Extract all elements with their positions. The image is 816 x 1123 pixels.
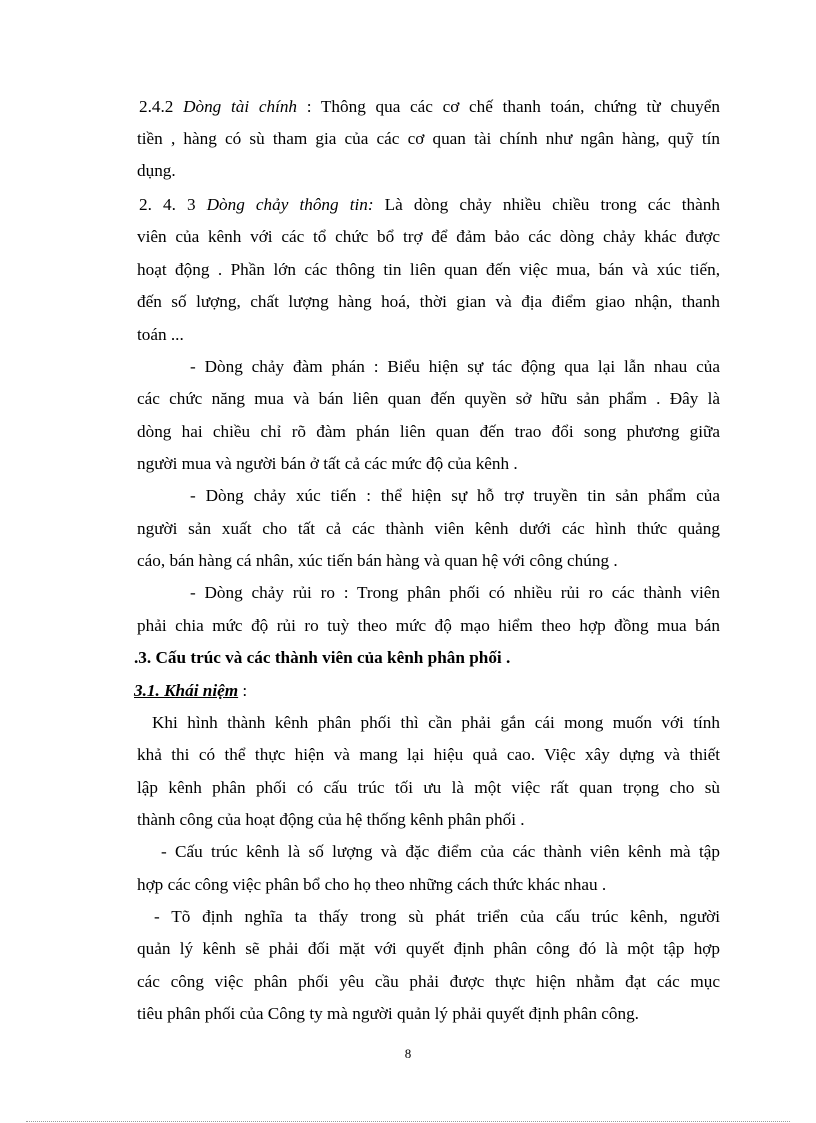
section-2-4-3-line-4: đến số lượng, chất lượng hàng hoá, thời gian và địa điểm giao nhận, thanh: [137, 292, 720, 311]
concept-line-2: khả thi có thể thực hiện và mang lại hiệu quả cao. Việc xây dựng và thiết: [137, 745, 720, 764]
section-number: 2. 4. 3: [139, 195, 207, 214]
section-2-4-2-line-1: [139, 96, 720, 118]
structure-line-2: hợp các công việc phân bổ cho họ theo những cách thức khác nhau .: [137, 875, 607, 894]
structure-line-1: - Cấu trúc kênh là số lượng và đặc điểm của các thành viên kênh mà tập: [161, 842, 720, 861]
section-text: : Thông qua các cơ chế thanh toán, chứng từ chuyển: [297, 97, 720, 116]
promotion-line-2: người sản xuất cho tất cả các thành viên kênh dưới các hình thức quảng: [137, 519, 720, 538]
negotiation-line-3: dòng hai chiều chỉ rõ đàm phán liên quan đến trao đổi song phương giữa: [137, 422, 720, 441]
heading-3-1: [134, 680, 247, 702]
definition-line-2: quản lý kênh sẽ phải đối mặt với quyết định phân công đó là một tập hợp: [137, 939, 720, 958]
negotiation-line-4: người mua và người bán ở tất cả các mức độ của kênh .: [137, 454, 518, 473]
negotiation-line-1: - Dòng chảy đàm phán : Biểu hiện sự tác động qua lại lẫn nhau của: [190, 357, 720, 376]
concept-line-1: Khi hình thành kênh phân phối thì cần phải gắn cái mong muốn với tính: [152, 713, 720, 732]
section-2-4-3-line-3: hoạt động . Phần lớn các thông tin liên quan đến việc mua, bán và xúc tiến,: [137, 260, 720, 279]
heading-3: .3. Cấu trúc và các thành viên của kênh phân phối .: [134, 648, 511, 667]
section-number: 2.4.2: [139, 97, 174, 116]
heading-3-1-title: 3.1. Khái niệm: [134, 681, 239, 700]
promotion-line-1: - Dòng chảy xúc tiến : thể hiện sự hỗ trợ truyền tin sản phẩm của: [190, 486, 720, 505]
section-2-4-3-line-5: toán ...: [137, 325, 184, 344]
concept-line-4: thành công của hoạt động của hệ thống kênh phân phối .: [137, 810, 525, 829]
section-text: Là dòng chảy nhiều chiều trong các thành: [373, 195, 720, 214]
definition-line-1: - Tõ định nghĩa ta thấy trong sù phát triển của cấu trúc kênh, người: [154, 907, 720, 926]
heading-3-1-suffix: :: [238, 681, 248, 700]
definition-line-3: các công việc phân phối yêu cầu phải được thực hiện nhằm đạt các mục: [137, 972, 720, 991]
section-2-4-3-line-2: viên của kênh với các tổ chức bổ trợ để đảm bảo các dòng chảy khác được: [137, 227, 720, 246]
section-title: Dòng chảy thông tin:: [206, 195, 374, 214]
negotiation-line-2: các chức năng mua và bán liên quan đến quyền sở hữu sản phẩm . Đây là: [137, 389, 720, 408]
section-title: Dòng tài chính: [173, 97, 298, 116]
page-number: 8: [404, 1046, 412, 1061]
risk-line-1: - Dòng chảy rủi ro : Trong phân phối có nhiều rủi ro các thành viên: [190, 583, 720, 602]
risk-line-2: phải chia mức độ rủi ro tuỳ theo mức độ mạo hiểm theo hợp đồng mua bán: [137, 616, 720, 635]
section-2-4-2-line-2: tiền , hàng có sù tham gia của các cơ quan tài chính như ngân hàng, quỹ tín: [137, 129, 720, 148]
section-2-4-3-line-1: [139, 194, 720, 216]
concept-line-3: lập kênh phân phối có cấu trúc tối ưu là một việc rất quan trọng cho sù: [137, 778, 720, 797]
definition-line-4: tiêu phân phối của Công ty mà người quản lý phải quyết định phân công.: [137, 1004, 639, 1023]
promotion-line-3: cáo, bán hàng cá nhân, xúc tiến bán hàng và quan hệ với công chúng .: [137, 551, 618, 570]
section-2-4-2-line-3: dụng.: [137, 161, 176, 180]
page-border-dotted: [26, 1121, 790, 1122]
